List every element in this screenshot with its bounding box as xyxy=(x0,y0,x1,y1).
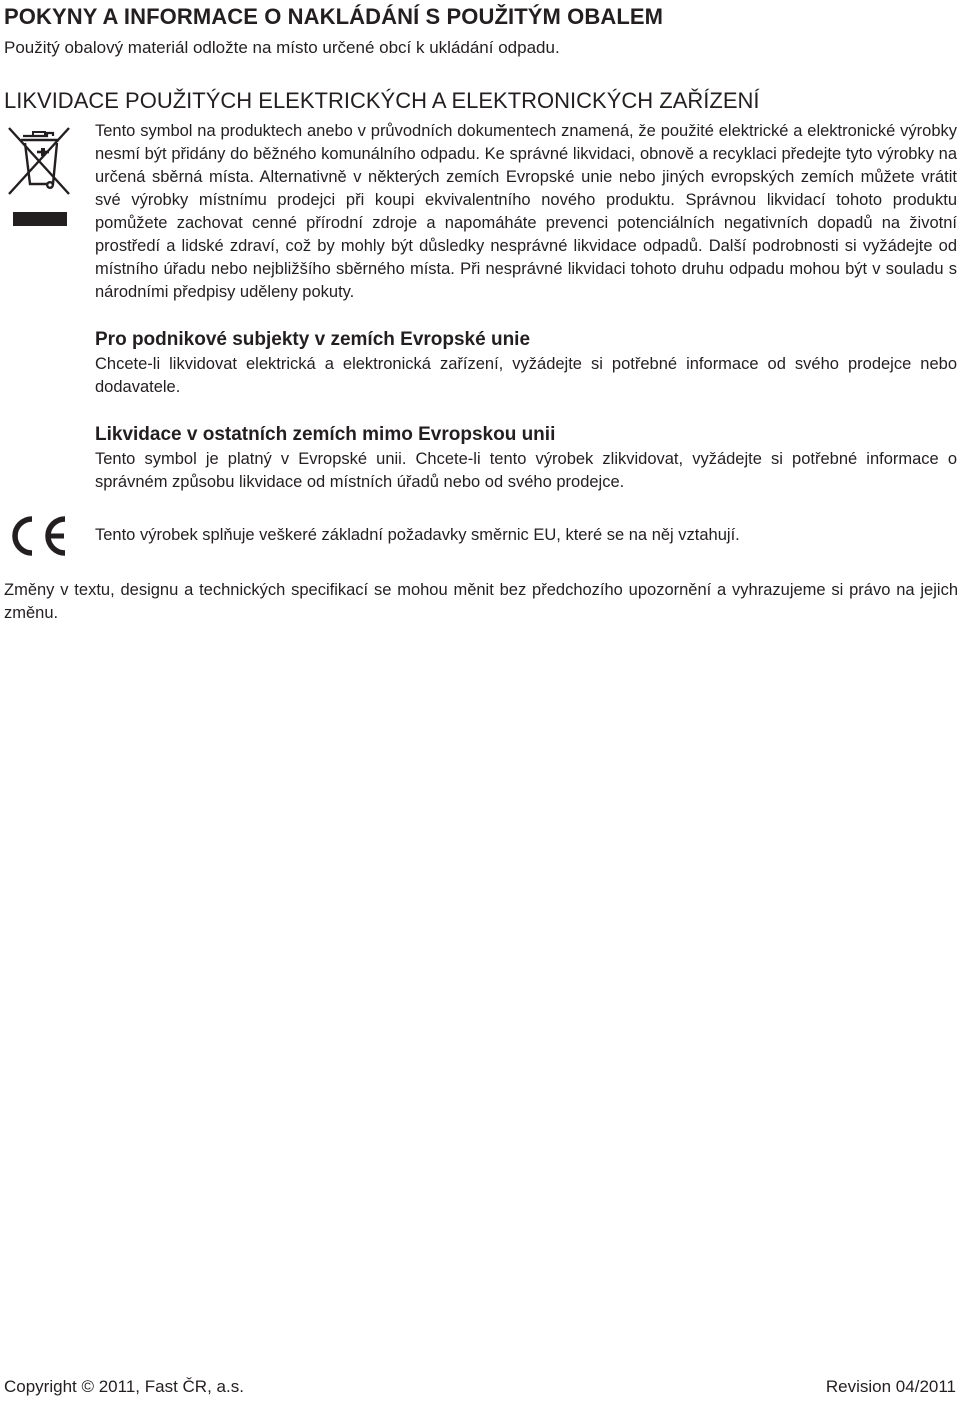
ce-mark-icon xyxy=(5,514,69,558)
copyright-text: Copyright © 2011, Fast ČR, a.s. xyxy=(4,1377,244,1396)
business-title: Pro podnikové subjekty v zemích Evropské unie xyxy=(95,329,531,350)
business-text: Chcete-li likvidovat elektrická a elektronická zařízení, vyžádejte si potřebné informace od svého prodejce nebo dodavatele. xyxy=(95,355,957,396)
crossed-out-wheelie-bin-icon xyxy=(3,122,73,230)
revision-text: Revision 04/2011 xyxy=(825,1377,956,1396)
weee-text: Tento symbol na produktech anebo v průvodních dokumentech znamená, že použité elektrické a elektronické výrobky nesmí být přidány do běžného komunálního odpadu. Ke správné likvidaci, obnově a recyklaci předejte tyto výrobky na určená sběrná místa. Alternativně v některých zemích Evropské unie nebo jiných evropských zemích můžete vrátit své výrobky místnímu prodejci při koupi ekvivalentního nového produktu. Správnou likvidací tohoto produktu pomůžete zachovat cenné přírodní zdroje a napomáháte prevenci potenciálních negativních dopadů na životní prostředí a lidské zdraví, což by mohly být důsledky nesprávné likvidace odpadů. Další podrobnosti si vyžádejte od místního úřadu nebo nejbližšího sběrného místa. Při nesprávné likvidaci tohoto druhu odpadu mohou být v souladu s národními předpisy uděleny pokuty. xyxy=(95,122,957,301)
changes-notice: Změny v textu, designu a technických specifikací se mohou měnit bez předchozího upozornění a vyhrazujeme si právo na jejich změnu. xyxy=(4,581,958,622)
ce-conformity-text: Tento výrobek splňuje veškeré základní požadavky směrnic EU, které se na něj vztahují. xyxy=(95,526,740,544)
packaging-text: Použitý obalový materiál odložte na místo určené obcí k ukládání odpadu. xyxy=(4,38,560,57)
packaging-title: POKYNY A INFORMACE O NAKLÁDÁNÍ S POUŽITÝM OBALEM xyxy=(4,4,664,29)
other-countries-text: Tento symbol je platný v Evropské unii. Chcete-li tento výrobek zlikvidovat, vyžádejte si potřebné informace o správném způsobu likvidace od místních úřadů nebo od svého prodejce. xyxy=(95,450,957,491)
other-countries-title: Likvidace v ostatních zemích mimo Evropskou unii xyxy=(95,424,556,445)
weee-title: LIKVIDACE POUŽITÝCH ELEKTRICKÝCH A ELEKTRONICKÝCH ZAŘÍZENÍ xyxy=(4,88,760,113)
